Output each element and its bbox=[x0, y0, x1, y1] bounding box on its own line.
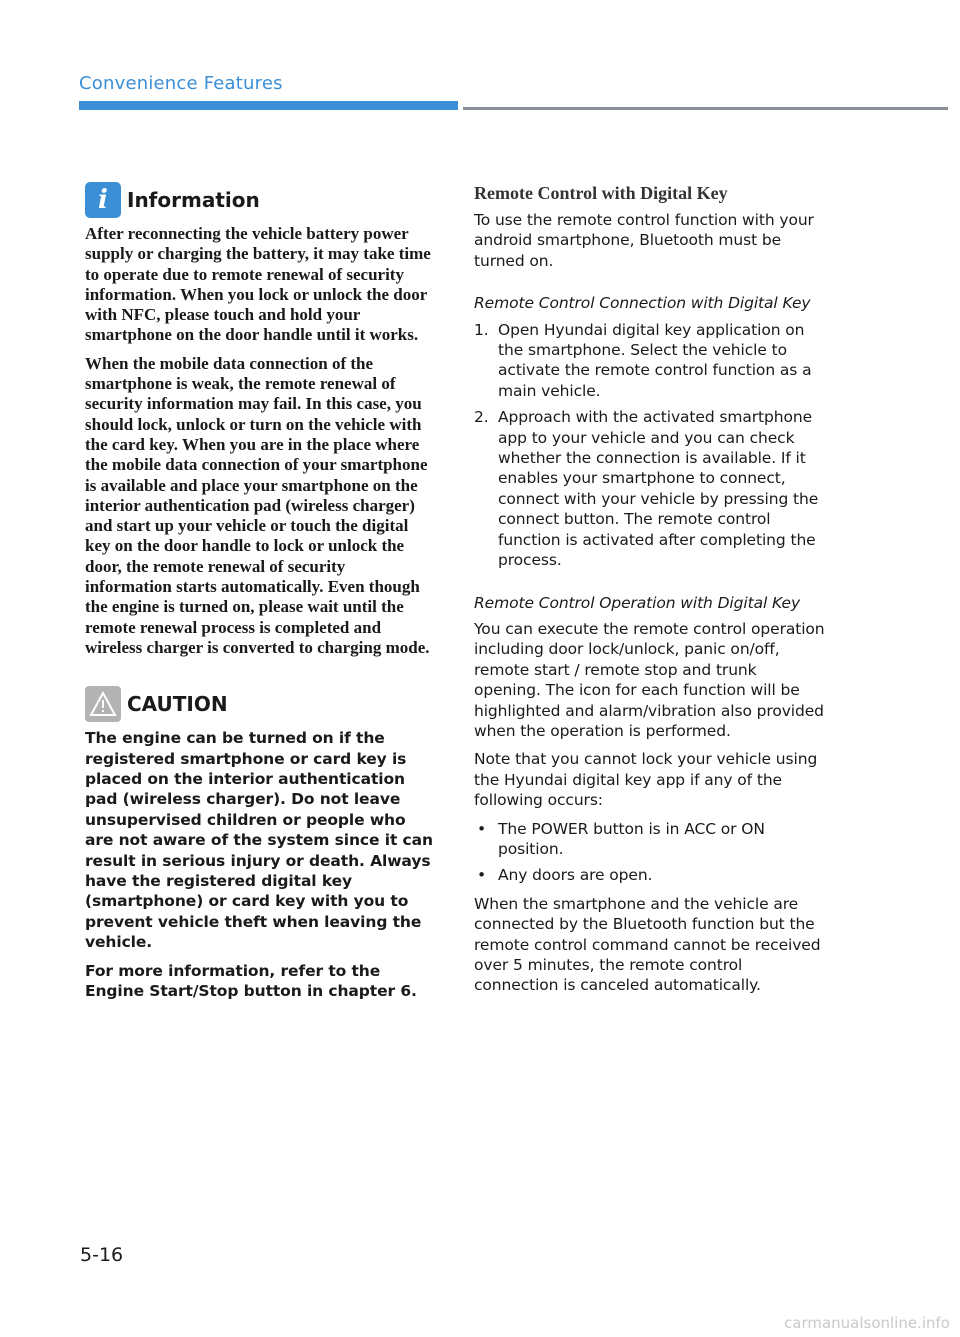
operation-heading: Remote Control Operation with Digital Key bbox=[474, 593, 801, 612]
step-number: 2. bbox=[474, 408, 489, 427]
connection-steps bbox=[474, 320, 826, 571]
condition-list bbox=[474, 819, 826, 886]
connection-heading: Remote Control Connection with Digital Key bbox=[474, 294, 811, 313]
list-item bbox=[474, 819, 826, 860]
note-text: Note that you cannot lock your vehicle using the Hyundai digital key app if any of the following occurs: bbox=[474, 750, 818, 810]
step-text: Approach with the activated smartphone app to your vehicle and you can check whether the connection is available. If it enables your smartphone to connect, connect with your vehicle by pressing the connect button. The remote control function is activated after completing the process. bbox=[498, 408, 819, 570]
header-rule bbox=[463, 107, 948, 110]
operation-text: You can execute the remote control operation including door lock/unlock, panic on/off, remote start / remote stop and trunk opening. The icon for each function will be highlighted and alarm/vibration also provided when the operation is performed. bbox=[474, 619, 825, 740]
bullet-text: The POWER button is in ACC or ON position. bbox=[498, 819, 765, 858]
information-title: Information bbox=[127, 188, 260, 212]
section-title: Convenience Features bbox=[79, 73, 283, 94]
step-number: 1. bbox=[474, 320, 489, 339]
caution-paragraph: For more information, refer to the Engine Start/Stop button in chapter 6. bbox=[85, 961, 417, 1001]
info-icon: i bbox=[85, 182, 121, 218]
bullet-icon: • bbox=[477, 819, 487, 838]
bullet-icon: • bbox=[477, 866, 487, 885]
right-column bbox=[474, 182, 826, 1004]
remote-intro: To use the remote control function with your android smartphone, Bluetooth must be turned on. bbox=[474, 211, 814, 270]
page-number: 5-16 bbox=[80, 1244, 124, 1266]
warning-triangle-icon bbox=[85, 686, 121, 722]
caution-block bbox=[85, 684, 435, 1001]
watermark: carmanualsonline.info bbox=[784, 1314, 950, 1332]
list-item bbox=[474, 407, 826, 570]
bullet-text: Any doors are open. bbox=[498, 866, 653, 885]
closing-text: When the smartphone and the vehicle are connected by the Bluetooth function but the remote control command cannot be received over 5 minutes, the remote control connection is canceled automatically. bbox=[474, 894, 821, 995]
list-item bbox=[474, 320, 826, 402]
caution-title: CAUTION bbox=[127, 692, 228, 717]
caution-header bbox=[85, 684, 435, 724]
information-header bbox=[85, 180, 435, 220]
remote-control-heading: Remote Control with Digital Key bbox=[474, 183, 728, 203]
left-column bbox=[85, 180, 435, 1010]
information-paragraph: When the mobile data connection of the smartphone is weak, the remote renewal of security information may fail. In this case, you should lock, unlock or turn on the vehicle with the card key. When you are in the place where the mobile data connection of your smartphone is available and place your smartphone on the interior authentication pad (wireless charger) and start up your vehicle or touch the digital key on the door handle to lock or unlock the door, the remote renewal of security information starts automatically. Even though the engine is turned on, please wait until the remote renewal process is completed and wireless charger is converted to charging mode. bbox=[85, 353, 430, 657]
header-accent-bar bbox=[79, 101, 458, 110]
step-text: Open Hyundai digital key application on the smartphone. Select the vehicle to activate the remote control function as a main vehicle. bbox=[498, 320, 812, 400]
list-item bbox=[474, 865, 826, 885]
caution-paragraph: The engine can be turned on if the registered smartphone or card key is placed on the interior authentication pad (wireless charger). Do not leave unsupervised children or people who are not aware of the system since it can result in serious injury or death. Always have the registered digital key (smartphone) or card key with you to prevent vehicle theft when leaving the vehicle. bbox=[85, 729, 433, 952]
information-paragraph: After reconnecting the vehicle battery power supply or charging the battery, it may take time to operate due to remote renewal of security information. When you lock or unlock the door with NFC, please touch and hold your smartphone on the door handle until it works. bbox=[85, 224, 431, 345]
